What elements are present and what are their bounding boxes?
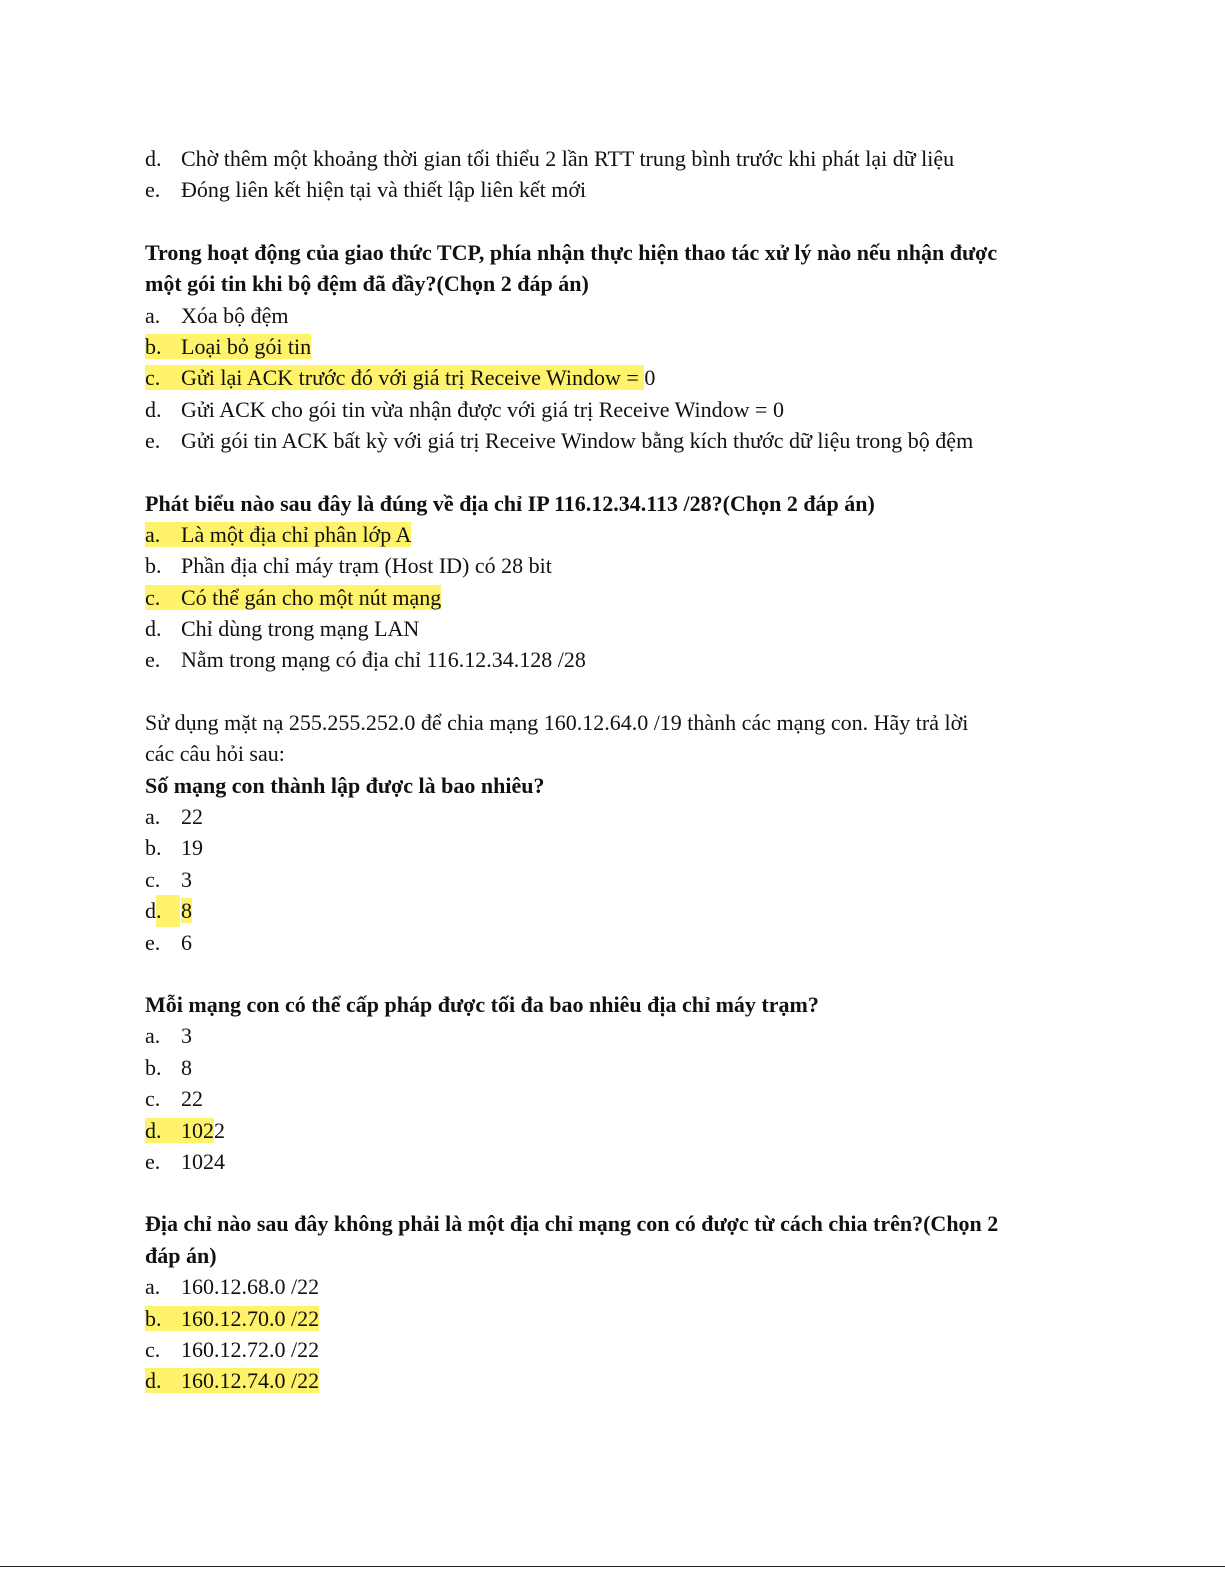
answer-highlight: d. 160.12.74.0 /22 — [145, 1368, 320, 1394]
option-line-highlighted: d. 1022 — [145, 1117, 225, 1143]
question-text: Trong hoạt động của giao thức TCP, phía nhận thực hiện thao tác xử lý nào nếu nhận được — [145, 239, 998, 265]
option-line-highlighted — [145, 582, 1080, 613]
option-line-highlighted — [145, 331, 1080, 362]
option-line-highlighted: c. Gửi lại ACK trước đó với giá trị Receive Window = 0 — [145, 365, 656, 391]
option-line: a. Xóa bộ đệm — [145, 302, 289, 328]
question-text: Địa chỉ nào sau đây không phải là một địa chỉ mạng con có được từ cách chia trên?(Chọn 2 — [145, 1211, 999, 1237]
answer-highlight: d. 102 — [145, 1117, 214, 1143]
spacer — [145, 958, 1080, 989]
option-line: a. 3 — [145, 1023, 192, 1049]
option-line-highlighted: d. 8 — [145, 895, 1080, 926]
spacer — [145, 676, 1080, 707]
option-line: b. Phần địa chỉ máy trạm (Host ID) có 28 bit — [145, 553, 552, 579]
option-line: a. 160.12.68.0 /22 — [145, 1274, 320, 1300]
option-line: b. 19 — [145, 835, 203, 861]
question-text: một gói tin khi bộ đệm đã đầy?(Chọn 2 đáp án) — [145, 271, 589, 297]
answer-highlight: c. Có thể gán cho một nút mạng — [145, 584, 442, 610]
spacer — [145, 457, 1080, 488]
answer-highlight: b. 160.12.70.0 /22 — [145, 1305, 320, 1331]
intro-text: các câu hỏi sau: — [145, 741, 285, 767]
option-line: b. 8 — [145, 1054, 192, 1080]
question-text: Mỗi mạng con có thể cấp pháp được tối đa bao nhiêu địa chỉ máy trạm? — [145, 991, 819, 1017]
option-line: e. 6 — [145, 929, 192, 955]
option-line: e. Đóng liên kết hiện tại và thiết lập liên kết mới — [145, 177, 587, 203]
answer-highlight: a. Là một địa chỉ phân lớp A — [145, 521, 412, 547]
option-line: c. 3 — [145, 866, 192, 892]
spacer — [145, 206, 1080, 237]
option-line: e. Gửi gói tin ACK bất kỳ với giá trị Receive Window bằng kích thước dữ liệu trong bộ đệm — [145, 428, 974, 454]
option-line-highlighted — [145, 519, 1080, 550]
answer-highlight: b. Loại bỏ gói tin — [145, 333, 312, 359]
option-line-highlighted — [145, 1365, 1080, 1396]
option-line: c. 160.12.72.0 /22 — [145, 1336, 320, 1362]
question-text: đáp án) — [145, 1242, 217, 1268]
page-bottom-rule — [0, 1566, 1225, 1567]
option-line: d. Chỉ dùng trong mạng LAN — [145, 616, 420, 642]
answer-highlight: 8 — [181, 898, 192, 924]
option-line: c. 22 — [145, 1086, 203, 1112]
option-line: e. 1024 — [145, 1148, 225, 1174]
option-line: e. Nằm trong mạng có địa chỉ 116.12.34.128 /28 — [145, 647, 586, 673]
option-line: d. Gửi ACK cho gói tin vừa nhận được với giá trị Receive Window = 0 — [145, 396, 784, 422]
question-text: Phát biểu nào sau đây là đúng về địa chỉ IP 116.12.34.113 /28?(Chọn 2 đáp án) — [145, 490, 875, 516]
document-page — [145, 143, 1080, 1397]
spacer — [145, 1177, 1080, 1208]
answer-highlight: . — [156, 895, 180, 926]
option-line-highlighted — [145, 1303, 1080, 1334]
option-line: d. Chờ thêm một khoảng thời gian tối thiểu 2 lần RTT trung bình trước khi phát lại dữ liệu — [145, 146, 955, 171]
intro-text: Sử dụng mặt nạ 255.255.252.0 để chia mạng 160.12.64.0 /19 thành các mạng con. Hãy trả lời — [145, 709, 969, 735]
answer-highlight: c. Gửi lại ACK trước đó với giá trị Receive Window = — [145, 365, 645, 391]
question-text: Số mạng con thành lập được là bao nhiêu? — [145, 772, 545, 798]
option-line: a. 22 — [145, 804, 203, 830]
